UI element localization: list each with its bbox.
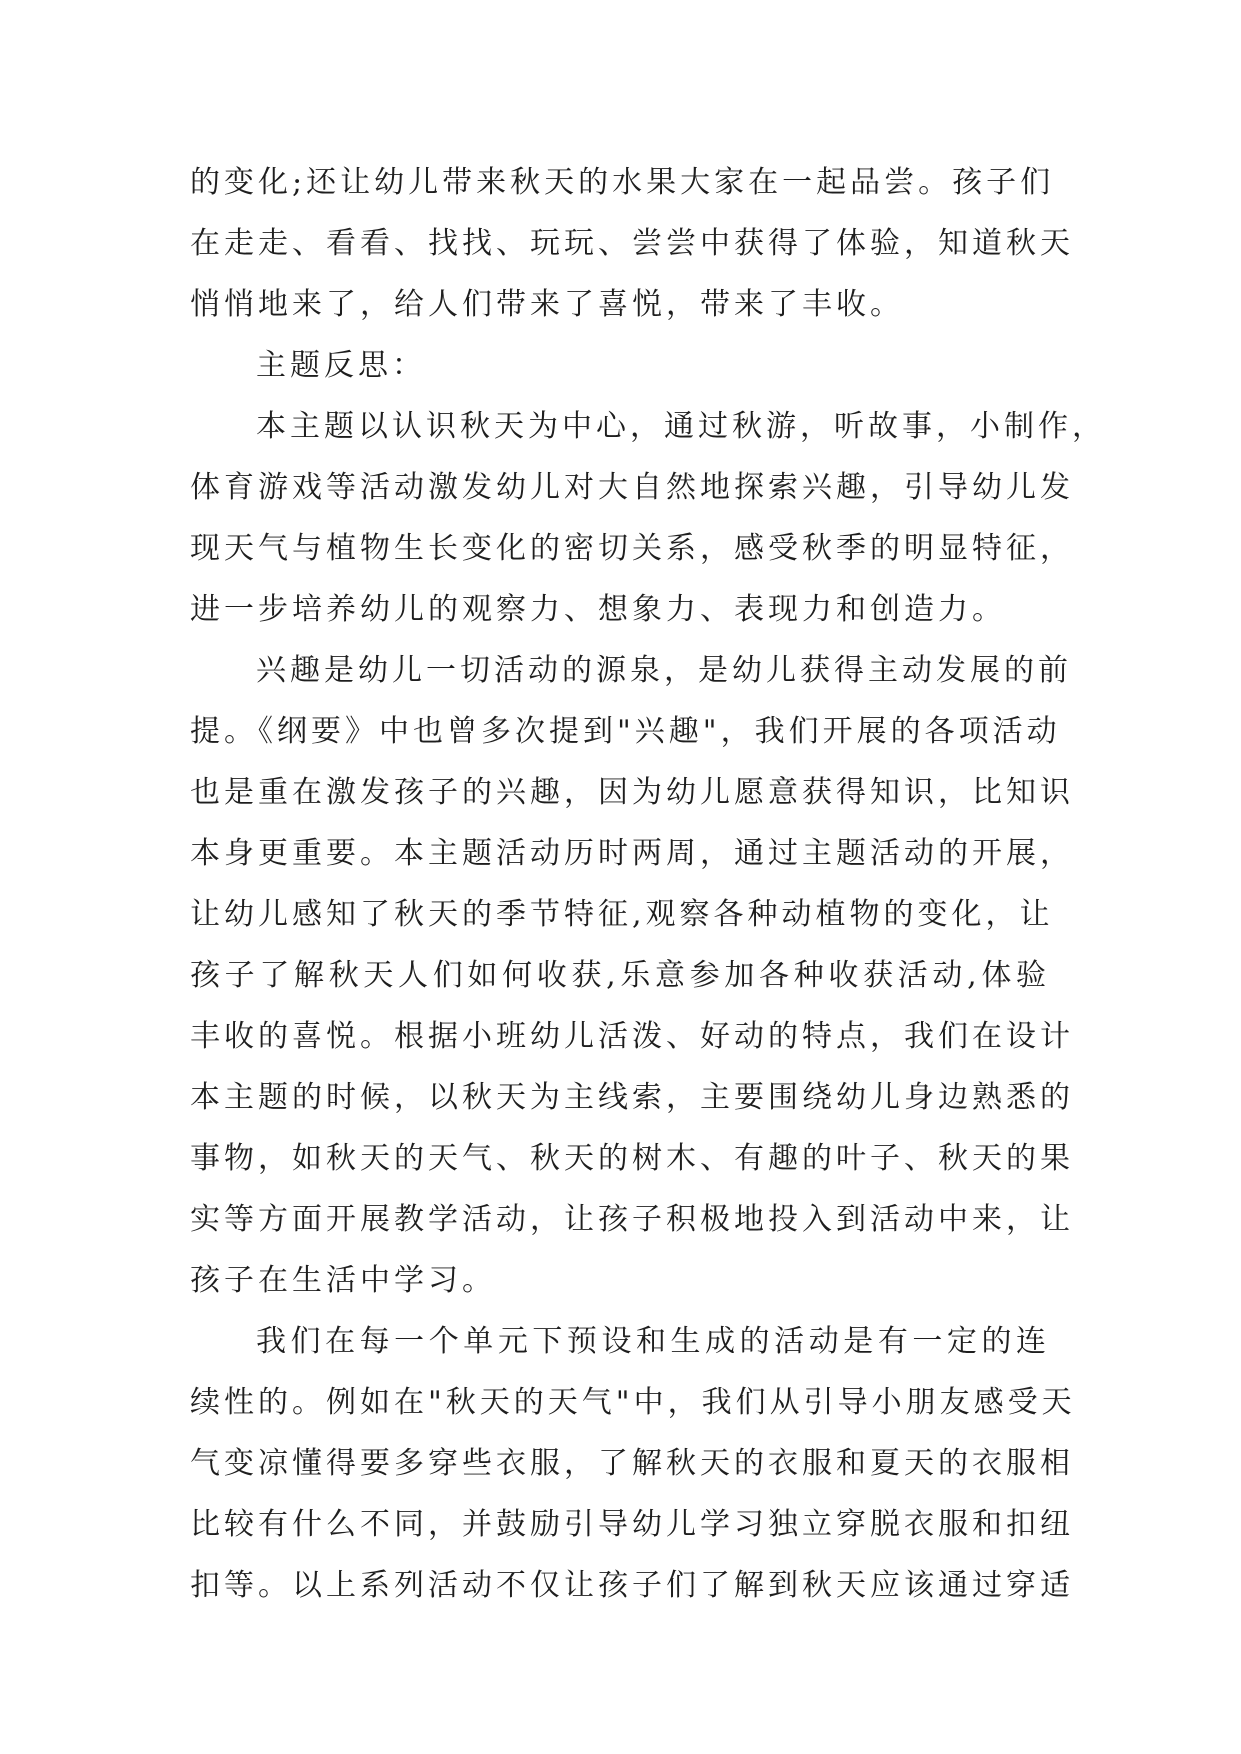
text-line: 悄悄地来了，给人们带来了喜悦，带来了丰收。 [190,287,904,322]
text-line: 也是重在激发孩子的兴趣，因为幼儿愿意获得知识，比知识 [190,775,1074,810]
text-line: 实等方面开展教学活动，让孩子积极地投入到活动中来，让 [190,1202,1074,1237]
text-line: 本主题的时候，以秋天为主线索，主要围绕幼儿身边熟悉的 [190,1080,1074,1115]
text-line: 事物，如秋天的天气、秋天的树木、有趣的叶子、秋天的果 [190,1141,1074,1176]
text-line: 的变化;还让幼儿带来秋天的水果大家在一起品尝。孩子们 [190,165,1055,200]
text-line: 我们在每一个单元下预设和生成的活动是有一定的连 [256,1324,1050,1359]
text-line: 续性的。例如在"秋天的天气"中，我们从引导小朋友感受天 [190,1385,1076,1420]
section-heading: 主题反思： [256,348,426,383]
text-line: 孩子在生活中学习。 [190,1263,496,1298]
text-line: 让幼儿感知了秋天的季节特征,观察各种动植物的变化，让 [190,897,1054,932]
text-line: 比较有什么不同，并鼓励引导幼儿学习独立穿脱衣服和扣纽 [190,1507,1074,1542]
text-line: 现天气与植物生长变化的密切关系，感受秋季的明显特征， [190,531,1074,566]
text-line: 孩子了解秋天人们如何收获,乐意参加各种收获活动,体验 [190,958,1050,993]
text-line: 本主题以认识秋天为中心，通过秋游，听故事，小制作， [256,409,1106,444]
text-line: 在走走、看看、找找、玩玩、尝尝中获得了体验，知道秋天 [190,226,1074,261]
text-line: 提。《纲要》中也曾多次提到"兴趣"，我们开展的各项活动 [190,714,1061,749]
text-line: 进一步培养幼儿的观察力、想象力、表现力和创造力。 [190,592,1006,627]
body-text [190,152,1106,1616]
text-line: 丰收的喜悦。根据小班幼儿活泼、好动的特点，我们在设计 [190,1019,1074,1054]
text-line: 气变凉懂得要多穿些衣服，了解秋天的衣服和夏天的衣服相 [190,1446,1074,1481]
text-line: 体育游戏等活动激发幼儿对大自然地探索兴趣，引导幼儿发 [190,470,1074,505]
text-line: 扣等。以上系列活动不仅让孩子们了解到秋天应该通过穿适 [190,1568,1074,1603]
text-line: 兴趣是幼儿一切活动的源泉，是幼儿获得主动发展的前 [256,653,1072,688]
text-line: 本身更重要。本主题活动历时两周，通过主题活动的开展， [190,836,1074,871]
